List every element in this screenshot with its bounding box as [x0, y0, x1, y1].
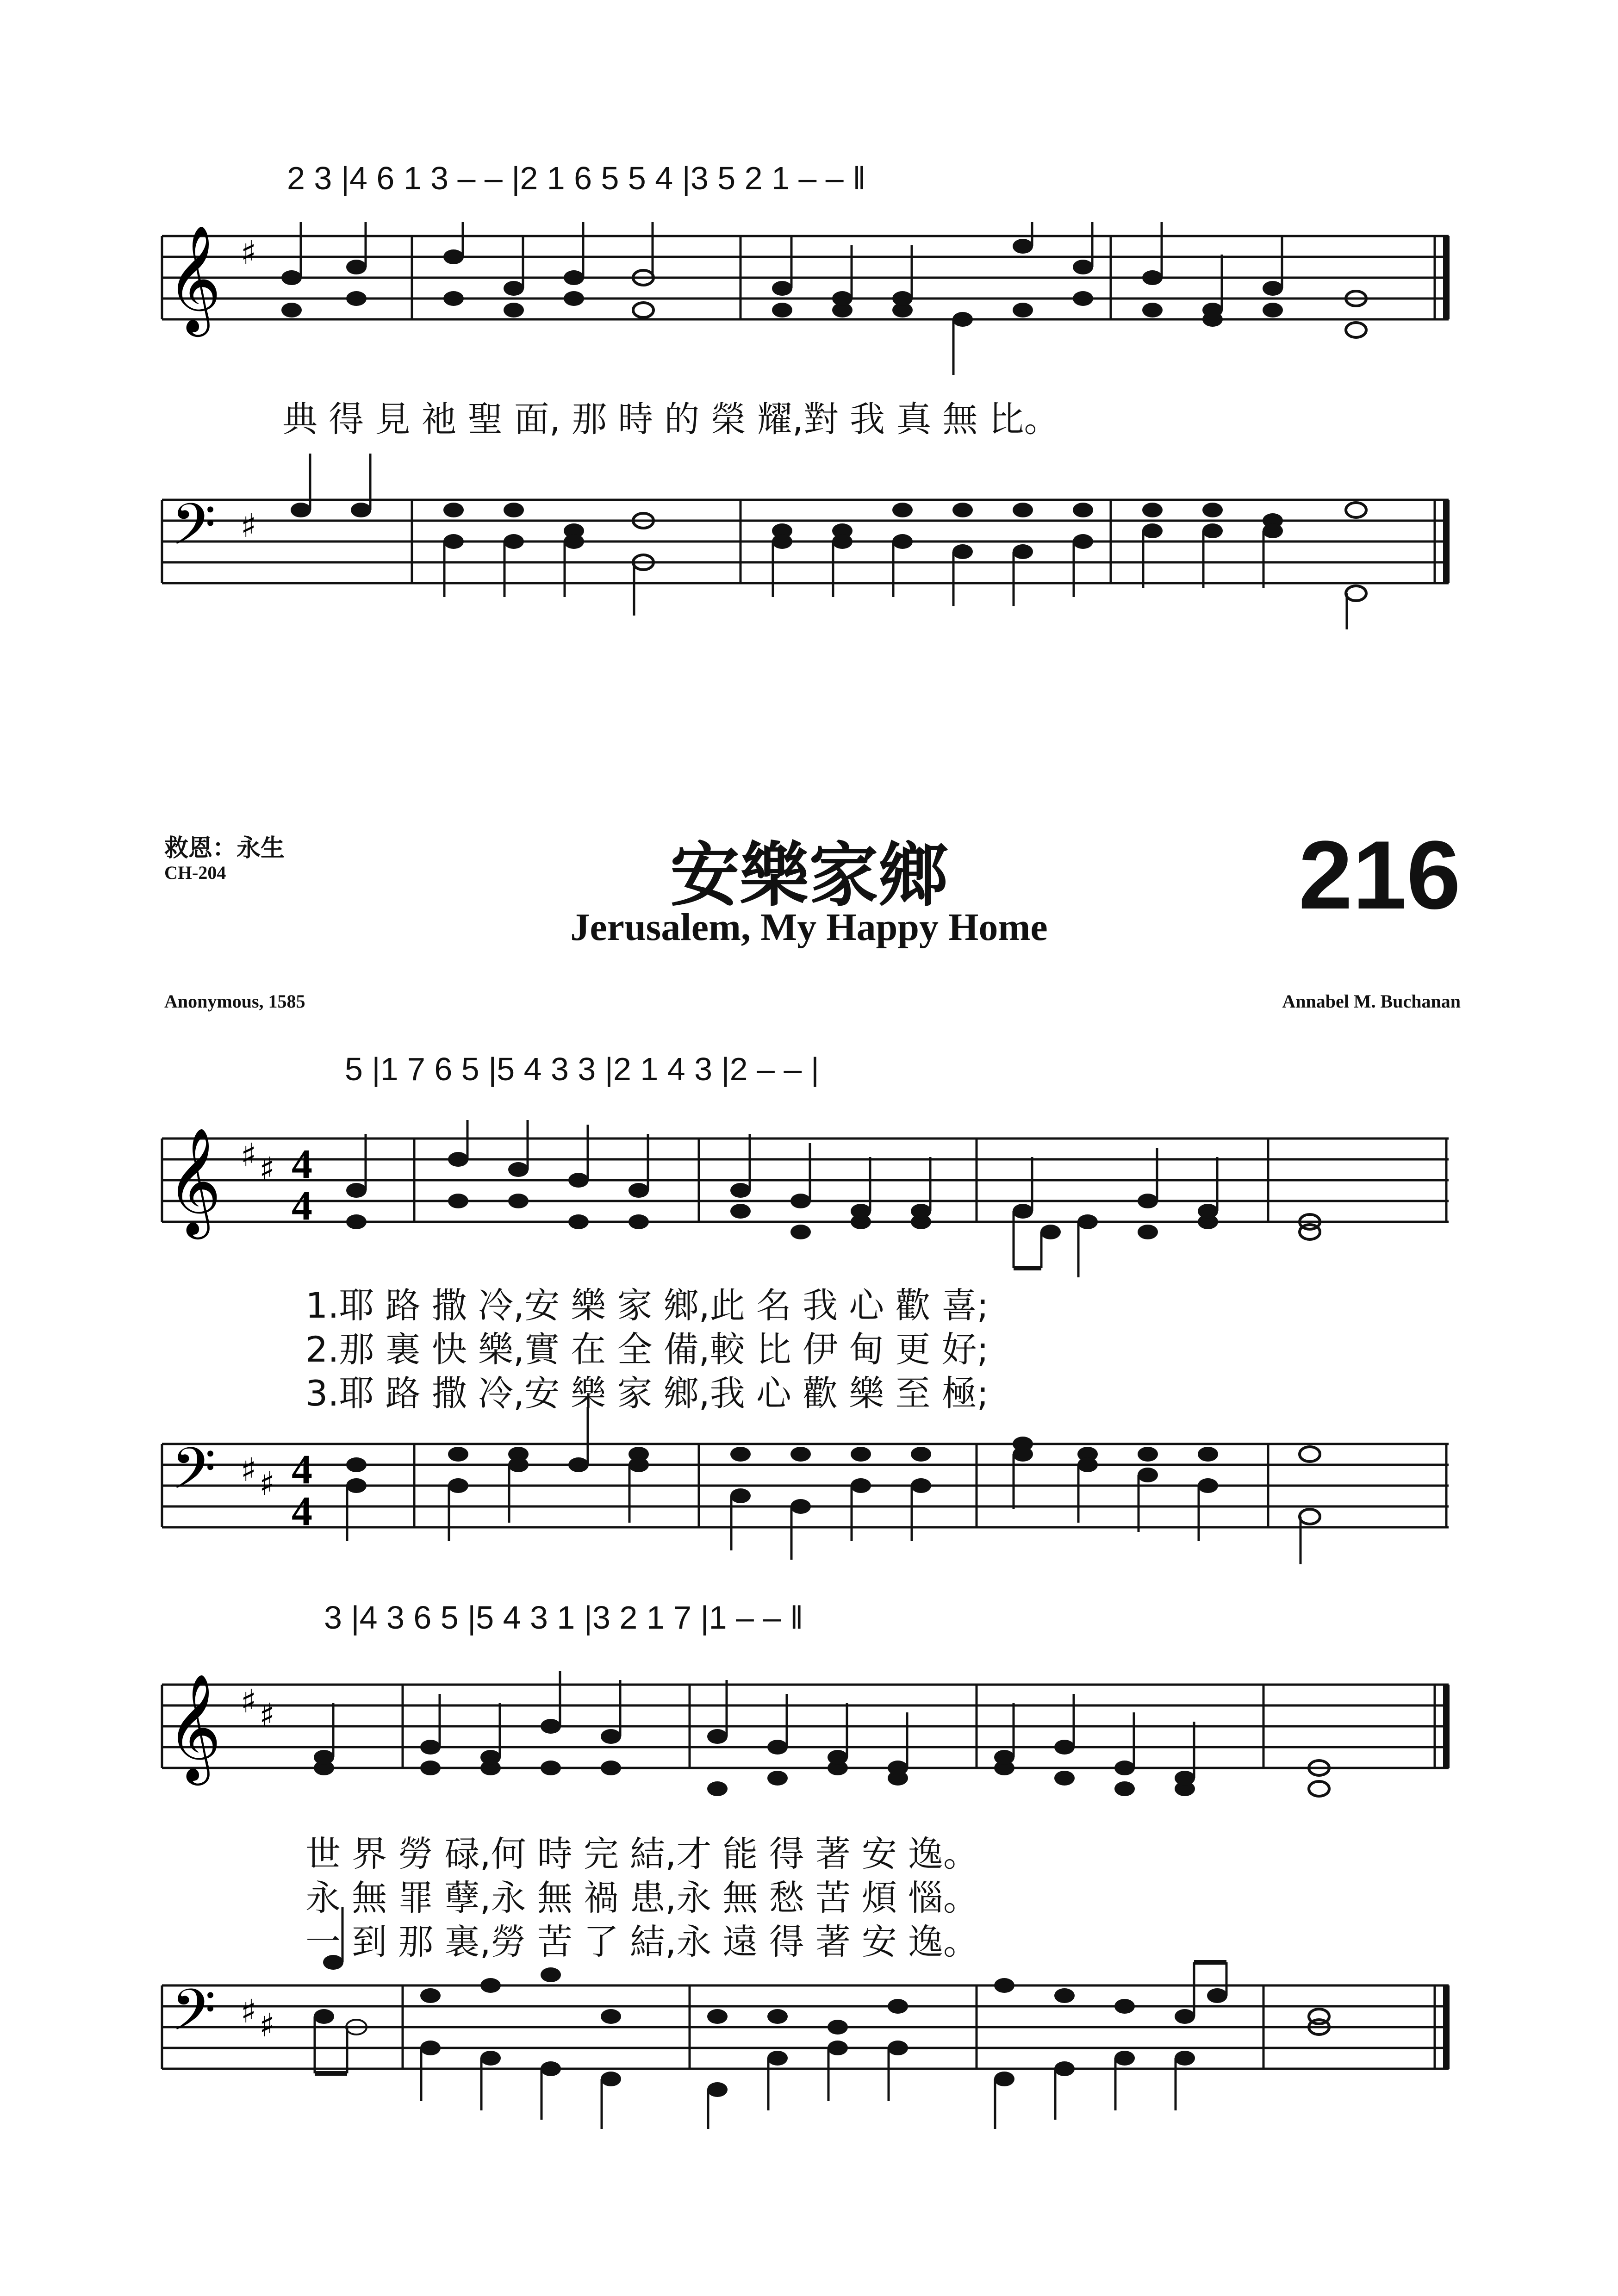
treble-notes: [314, 1719, 1329, 1796]
bass-clef-icon: 𝄢: [171, 1977, 216, 2058]
time-signature: 4: [292, 1488, 312, 1534]
treble-staff: [162, 236, 1449, 319]
bass-notes: [291, 503, 1366, 601]
sharp-icon: ♯: [241, 1136, 256, 1174]
top-jianpu: 2 3 |4 6 1 3 – – |2 1 6 5 5 4 |3 5 2 1 – – ‖: [287, 160, 866, 196]
system1-lyric-verse1: 1.耶 路 撒 冷,安 樂 家 鄉,此 名 我 心 歡 喜;: [305, 1285, 989, 1326]
sharp-icon: ♯: [241, 1451, 256, 1489]
sharp-icon: ♯: [259, 1465, 275, 1503]
treble-clef-icon: 𝄞: [167, 224, 222, 332]
composer: Annabel M. Buchanan: [1282, 991, 1461, 1012]
bass-clef-icon: 𝄢: [171, 1436, 216, 1516]
time-signature: 4: [292, 1183, 312, 1229]
treble-notes: [281, 239, 1366, 337]
time-signature: 4: [292, 1141, 312, 1187]
treble-notes: [346, 1152, 1320, 1239]
treble-clef-icon: 𝄞: [167, 1673, 222, 1781]
hymn-code: CH-204: [164, 862, 226, 883]
top-lyrics: 典 得 見 祂 聖 面, 那 時 的 榮 耀,對 我 真 無 比。: [282, 398, 1059, 440]
system1-jianpu: 5 |1 7 6 5 |5 4 3 3 |2 1 4 3 |2 – – |: [345, 1051, 819, 1087]
system1-lyric-verse2: 2.那 裏 快 樂,實 在 全 備,較 比 伊 甸 更 好;: [305, 1329, 989, 1370]
bass-clef-icon: 𝄢: [171, 492, 216, 572]
sharp-icon: ♯: [241, 1682, 256, 1720]
sharp-icon: ♯: [259, 2006, 275, 2044]
sharp-icon: ♯: [241, 1992, 256, 2030]
treble-stems: [333, 1671, 1194, 1778]
system2-lyric-verse2: 永 無 罪 孽,永 無 禍 患,永 無 愁 苦 煩 惱。: [305, 1877, 979, 1918]
title-zh: 安樂家鄉: [670, 834, 948, 916]
author: Anonymous, 1585: [164, 991, 305, 1012]
title-en: Jerusalem, My Happy Home: [570, 906, 1048, 949]
system2-lyric-verse3: 一 到 那 裏,勞 苦 了 結,永 遠 得 著 安 逸。: [305, 1921, 979, 1962]
system2-lyric-verse1: 世 界 勞 碌,何 時 完 結,才 能 得 著 安 逸。: [305, 1833, 979, 1874]
hymn-number: 216: [1298, 821, 1461, 929]
bass-notes: [346, 1437, 1320, 1524]
system1-lyric-verse3: 3.耶 路 撒 冷,安 樂 家 鄉,我 心 歡 樂 至 極;: [305, 1373, 989, 1414]
system2-jianpu: 3 |4 3 6 5 |5 4 3 1 |3 2 1 7 |1 – – ‖: [324, 1599, 803, 1636]
sharp-icon: ♯: [259, 1696, 275, 1734]
treble-clef-icon: 𝄞: [167, 1127, 222, 1235]
treble-staff: [162, 1139, 1449, 1222]
treble-staff: [162, 1685, 1449, 1768]
sharp-icon: ♯: [259, 1150, 275, 1188]
bass-staff: [162, 1985, 1449, 2069]
time-signature: 4: [292, 1447, 312, 1493]
sharp-icon: ♯: [241, 234, 256, 272]
category-label: 救恩：永生: [164, 834, 285, 862]
sharp-icon: ♯: [241, 507, 256, 545]
